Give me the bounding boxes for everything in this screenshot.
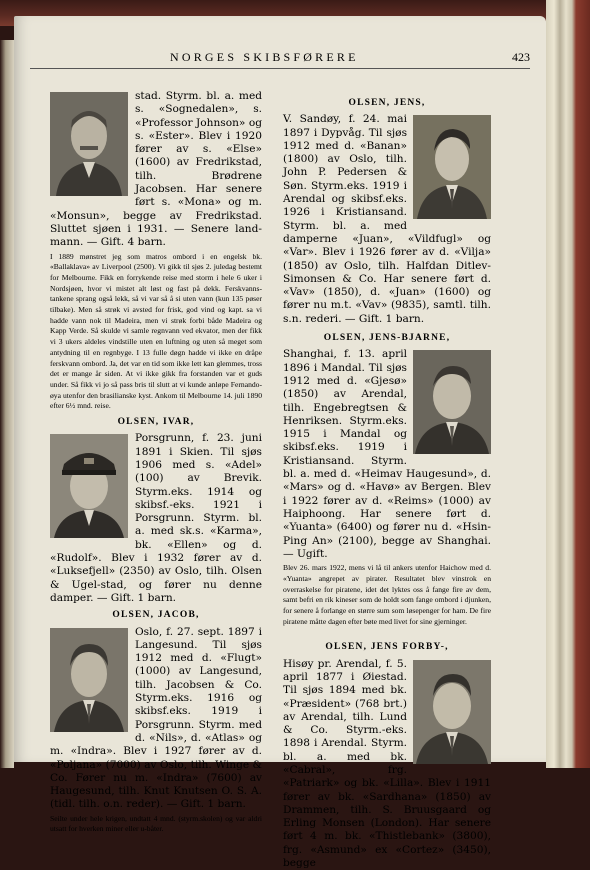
page-number: 423 — [512, 50, 530, 64]
entry-name: OLSEN, JENS-BJARNE, — [323, 333, 451, 344]
portrait-photo — [50, 92, 128, 196]
entry-name: OLSEN, IVAR, — [117, 417, 195, 428]
biography-entry — [50, 609, 262, 835]
portrait-photo — [50, 434, 128, 538]
portrait-photo — [413, 350, 491, 454]
entry-note: I 1889 mønstret jeg som matros ombord i en engelsk bk. «Ballaklava» av Liverpool (2500). Vi gikk til sjøs 2. juledag bestemt for Melbourne. Fikk en forrykende reise med storm i hele 6 uker i Nordsjøen, hvor vi mistet alt løst og fast på dekk. Ferskvanns-tankene sprang også lekk, så vi var så å si uten vann (kun 135 pøser tilbake). Men så strøk vi avsted for frisk, god vind og kapt. sa vi hadde vann nok til Madeira, men vi strøk forbi både Madeira og Kapp Verde. Så skulde vi samle regnvann ved ekvator, men der fikk vi 3 ukers aldeles vindstille uten en luftning og uten så meget som antydning til en regnbyge. I 13 fulle døgn hadde vi ikke en dråpe ferskvann ombord. Ja, det var en tid som ikke lett kan glemmes, tross det er mange år siden. At vi ikke gikk fra forstanden var et guds under. Så fikk vi jo så pass bris til slutt at vi kunde anløpe Fernando-øya utenfor den brasilianske kyst. Ankom til Melbourne 14. juli 1890 efter 6½ mnd. reise. — [50, 251, 262, 411]
biography-entry — [283, 332, 491, 627]
biography-entry — [283, 641, 491, 870]
entry-bio: V. Sandøy, f. 24. mai 1897 i Dypvåg. Til sjøs 1912 med d. «Banan» (1800) av Oslo, tilh. John P. Pedersen & Søn. Styrm.eks. 1919 i Arendal og skibsf.eks. 1926 i Kristiansand. Styrm. bl. a. med damperne «Juan», «Vildfugl» og «Var». Blev i 1926 fører av d. «Vilja» (1850) av Oslo, tilh. Halfdan Ditlev-Simonsen & Co. Har senere ført d. «Vav» (1850), d. «Juan» (1600) og fører nu m.t. «Vav» (9835), samtl. tilh. s.n. rederi. — Gift. 1 barn. — [283, 113, 491, 325]
portrait-photo — [413, 660, 491, 764]
entry-bio: Shanghai, f. 13. april 1896 i Mandal. Til sjøs 1912 med d. «Gjesø» (1850) av Arendal, tilh. Engebregtsen & Henriksen. Styrm.eks. 1915 i Mandal og skibsf.eks. 1919 i Kristiansand. Styrm. bl. a. med d. «Heimav Haugesund», d. «Mars» og d. «Havø» av Bergen. Blev i 1922 fører av d. «Reims» (1000) av Haiphoong. Har senere ført d. «Yuanta» (6400) og fører nu d. «Hsin-Ping An» (2100), begge av Shanghai. — Ugift. — [283, 348, 491, 560]
entry-name: OLSEN, JACOB, — [112, 610, 200, 621]
book-spine-edge — [0, 40, 14, 768]
book-page-stack — [546, 0, 590, 768]
running-title: NORGES SKIBSFØRERE — [170, 50, 359, 64]
biography-entry — [50, 90, 262, 412]
left-column — [50, 90, 262, 835]
portrait-photo — [413, 115, 491, 219]
page-header — [30, 50, 530, 70]
entry-name: OLSEN, JENS FORBY-, — [325, 642, 449, 653]
portrait-photo — [50, 628, 128, 732]
entry-bio: stad. Styrm. bl. a. med s. «Sognedalen», s. «Professor Johnson» og s. «Ester». Blev i 1920 fører av s. «Else» (1600) av Fredrikstad, tilh. Brødrene Jacobsen. Har senere ført s. «Mona» og m. «Monsun», begge av Fredrikstad. Sluttet sjøen i 1931. — Senere land-mann. — Gift. 4 barn. — [50, 90, 262, 249]
biography-entry — [50, 416, 262, 605]
entry-note: Blev 26. mars 1922, mens vi lå til ankers utenfor Haichow med d. «Yuanta» angrepet av pirater. Resultatet blev vinstrok en overraskelse for piratene, idet det lyktes oss å fange fire av dem, samt befri en rik kineser som de holdt som fange ombord i djunken, for senere å forlange en større sum som løsepenger for ham. De fire piratene måtte dagen efter bøte med livet for sine gjerninger. — [283, 563, 491, 626]
right-column — [283, 93, 491, 870]
entry-bio: Hisøy pr. Arendal, f. 5. april 1877 i Øiestad. Til sjøs 1894 med bk. «Præsident» (768 brt.) av Arendal, tilh. Lund & Co. Styrm.-eks. 1898 i Arendal. Styrm. bl. a. med bk. «Cabral», frg. «Patriark» og bk. «Lilla». Blev i 1911 fører av bk. «Sardhana» (1850) av Drammen, tilh. S. Bruusgaard og Erling Monsen (London). Har senere ført 4 m. bk. «Thistlebank» (3800), frg. «Asmund» ex «Cortez» (3450), begge — [283, 657, 491, 870]
entry-note: Seilte under hele krigen, undtatt 4 mnd. (styrm.skolen) og var aldri utsatt for hverken miner eller u-båter. — [50, 813, 262, 834]
header-rule — [30, 68, 530, 69]
entry-bio: Porsgrunn, f. 23. juni 1891 i Skien. Til sjøs 1906 med s. «Adel» (100) av Brevik. Styrm.eks. 1914 og skibsf.-eks. 1921 i Porsgrunn. Styrm. bl. a. med sk.s. «Karma», bk. «Ellen» og d. «Rudolf». Blev i 1932 fører av d. «Luksefjell» (2350) av Oslo, tilh. Olsen & Ugel-stad, og fører nu denne damper. — Gift. 1 barn. — [50, 432, 262, 604]
entry-bio: Oslo, f. 27. sept. 1897 i Langesund. Til sjøs 1912 med d. «Flugt» (1000) av Langesund, tilh. Jacobsen & Co. Styrm.eks. 1916 og skibsf.eks. 1919 i Porsgrunn. Styrm. med d. «Nils», d. «Atlas» og m. «Indra». Blev i 1927 fører av d. «Poljana» (7000) av Oslo, tilh. Winge & Co. Fører nu m. «Indra» (7600) av Haugesund, tilh. Knut Knutsen O. S. A. (tidl. tilh. o.n. reder). — Gift. 1 barn. — [50, 625, 262, 811]
entry-name: OLSEN, JENS, — [348, 98, 426, 108]
biography-entry — [283, 97, 491, 326]
